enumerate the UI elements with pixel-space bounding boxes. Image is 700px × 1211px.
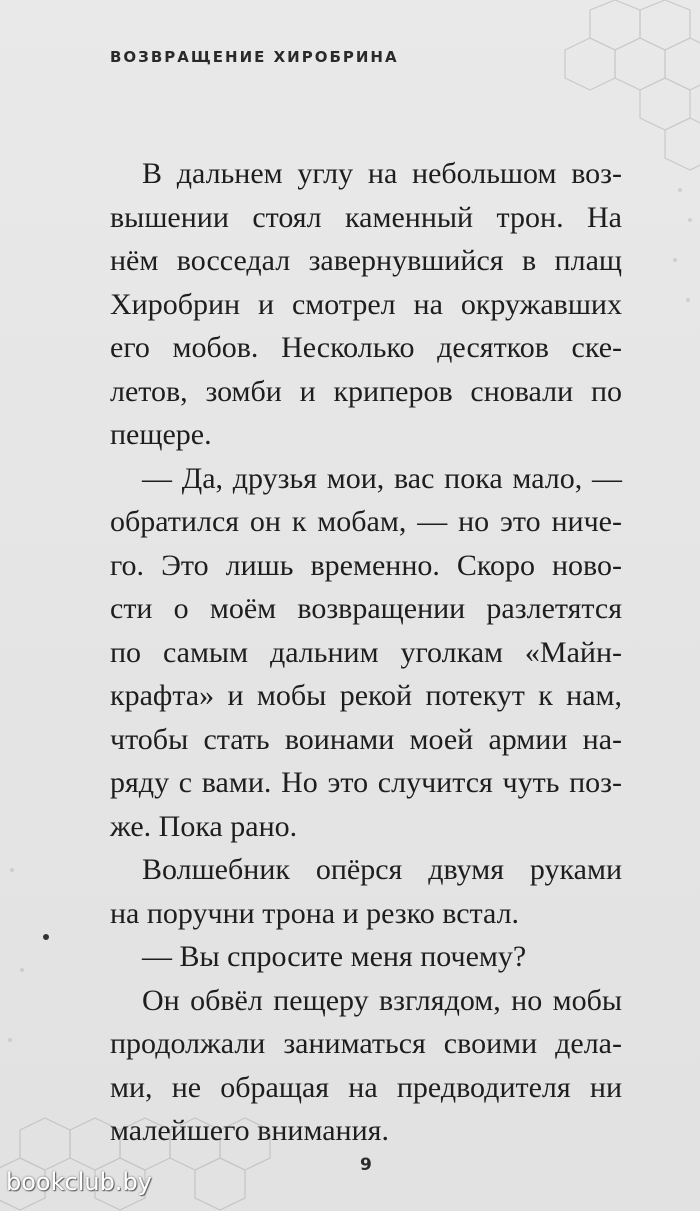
text-line: вышении стоял каменный трон. На (110, 200, 622, 234)
text-line: крафта» и мобы рекой потекут к нам, (110, 679, 622, 712)
text-line: Хиробрин и смотрел на окружавших (110, 287, 622, 321)
dot-pattern-left (0, 860, 40, 1080)
text-line: Волшебник опёрся двумя руками (142, 853, 622, 886)
text-line: малейшего внимания. (110, 1114, 389, 1147)
text-line: его мобов. Несколько десятков ске- (110, 331, 622, 364)
text-line: чтобы стать воинами моей армии на- (110, 722, 622, 756)
text-line: Он обвёл пещеру взглядом, но мобы (142, 983, 622, 1017)
text-line: продолжали заниматься своими дела- (110, 1027, 622, 1060)
text-line: пещере. (110, 418, 212, 451)
text-line: ряду с вами. Но это случится чуть поз- (110, 766, 622, 799)
text-line: — Да, друзья мои, вас пока мало, — (142, 461, 622, 495)
text-line: же. Пока рано. (110, 809, 298, 843)
text-line: обратился он к мобам, — но это ниче- (110, 505, 622, 538)
body-text (110, 152, 622, 1153)
text-line: В дальнем углу на небольшом воз- (142, 157, 622, 190)
text-line: го. Это лишь временно. Скоро ново- (110, 548, 622, 582)
text-line: сти о моём возвращении разлетятся (110, 592, 622, 625)
text-line: ми, не обращая на предводителя ни (110, 1070, 622, 1104)
page-number: 9 (360, 1155, 372, 1175)
dot-pattern-right (660, 180, 700, 380)
text-line: нём восседал завернувшийся в плащ (110, 244, 622, 277)
text-line: на поручни трона и резко встал. (110, 896, 520, 930)
text-line: по самым дальним уголкам «Майн- (110, 635, 622, 669)
watermark: bookclub.by (6, 1168, 152, 1196)
running-head: ВОЗВРАЩЕНИЕ ХИРОБРИНА (110, 48, 399, 66)
text-line: летов, зомби и криперов сновали по (110, 374, 622, 408)
text-line: — Вы спросите меня почему? (142, 940, 527, 973)
margin-bullet-mark (43, 934, 49, 940)
